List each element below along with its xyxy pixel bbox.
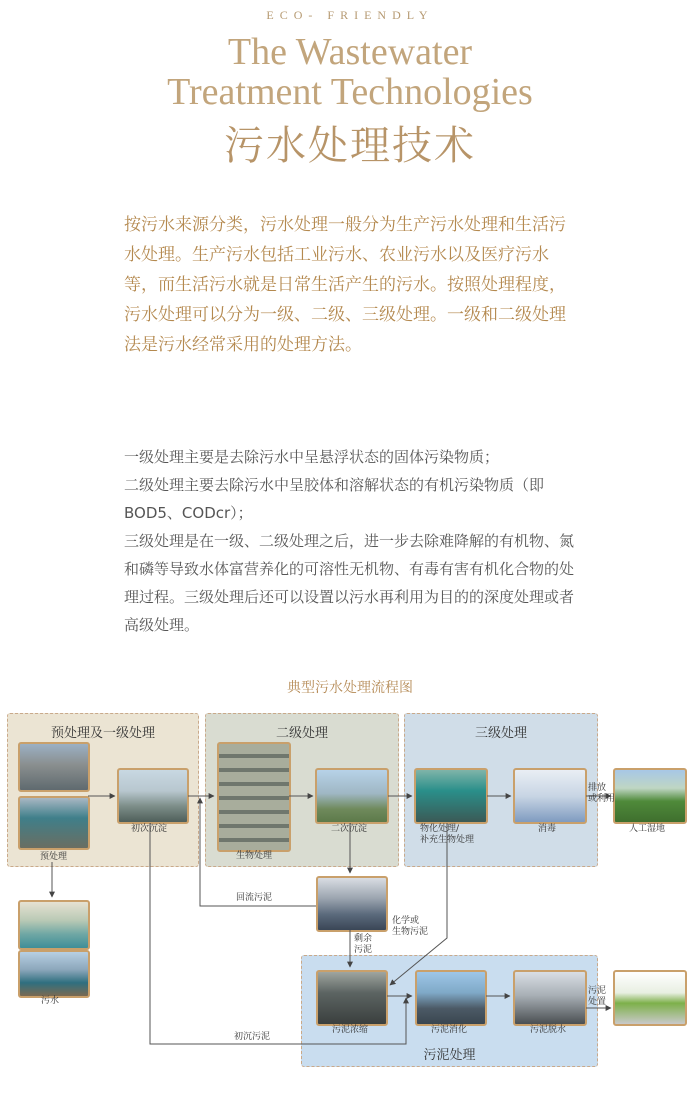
stage-secondary-title: 二级处理	[275, 726, 328, 741]
label-physchem: 物化处理/ 补充生物处理	[420, 824, 475, 845]
label-sewage: 污水	[41, 996, 60, 1006]
eyebrow-eco-friendly: ECO- FRIENDLY	[266, 8, 434, 22]
title-english-line2: Treatment Technologies	[167, 71, 533, 113]
detail-tertiary: 三级处理是在一级、二级处理之后，进一步去除难降解的有机物、氮和磷等导致水体富营养化的可溶性无机物、有毒有害有机化合物的处理过程。三级处理后还可以设置以污水再利用为目的的深度处理或者高级处理。	[124, 532, 575, 634]
arrow-physchem-to-sludge	[390, 823, 447, 985]
label-pretreatment: 预处理	[40, 852, 68, 862]
label-sludge-disposal: 污泥 处置	[588, 986, 607, 1007]
label-excess-sludge: 剩余 污泥	[354, 934, 373, 955]
detail-secondary: 二级处理主要去除污水中呈胶体和溶解状态的有机污染物质（即BOD5、CODcr）；	[124, 476, 545, 522]
label-disinfection: 消毒	[538, 824, 557, 834]
label-chem-bio-sludge: 化学或 生物污泥	[392, 916, 429, 937]
label-wetland: 人工湿地	[629, 824, 666, 834]
stage-tertiary-title: 三级处理	[474, 726, 527, 741]
label-secondary-settling: 二次沉淀	[331, 824, 368, 834]
label-dewatering: 污泥脱水	[530, 1025, 567, 1035]
label-discharge: 排放 或利用	[588, 783, 616, 804]
label-digestion: 污泥消化	[431, 1025, 468, 1035]
stage-sludge-title: 污泥处理	[423, 1048, 476, 1063]
flow-diagram-title: 典型污水处理流程图	[287, 680, 413, 696]
label-thickening: 污泥浓缩	[332, 1025, 369, 1035]
label-return-sludge: 回流污泥	[236, 893, 273, 903]
title-english-line1: The Wastewater	[227, 31, 473, 73]
intro-text: 按污水来源分类，污水处理一般分为生产污水处理和生活污水处理。生产污水包括工业污水、农业污水以及医疗污水等，而生活污水就是日常生活产生的污水。按照处理程度，污水处理可以分为一级、二级、三级处理。一级和二级处理法是污水经常采用的处理方法。	[124, 215, 566, 355]
label-primary-sludge: 初沉污泥	[234, 1032, 271, 1042]
detail-primary: 一级处理主要是去除污水中呈悬浮状态的固体污染物质；	[124, 448, 500, 466]
label-bio-treatment: 生物处理	[236, 851, 273, 861]
title-chinese: 污水处理技术	[224, 123, 476, 169]
label-primary-settling: 初次沉淀	[131, 824, 168, 834]
stage-primary-title: 预处理及一级处理	[50, 726, 155, 741]
